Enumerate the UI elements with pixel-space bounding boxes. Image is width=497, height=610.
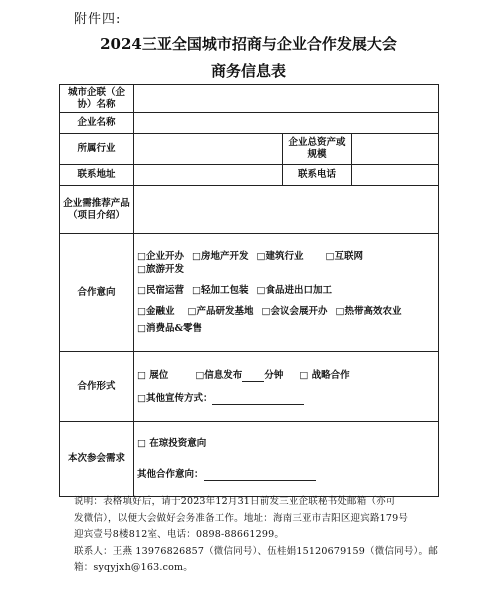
attendance-needs-options (134, 422, 439, 497)
cooperation-form-label: 合作形式 (60, 352, 134, 422)
org-name-label: 城市企联（企协）名称 (60, 85, 134, 113)
minutes-unit: 分钟 (264, 369, 284, 381)
total-assets-field[interactable] (352, 134, 439, 165)
table-row (60, 422, 439, 497)
option-consumer-retail[interactable]: □消费品&零售 (137, 323, 203, 334)
minutes-blank[interactable] (242, 381, 264, 382)
option-booth[interactable]: □ 展位 (137, 369, 169, 381)
cooperation-form-options (134, 352, 439, 422)
option-real-estate[interactable]: □房地产开发 (192, 251, 249, 262)
other-promotion-blank[interactable] (212, 404, 304, 405)
note-line: 箱：syqyjxh@163.com。 (74, 562, 193, 573)
note-line: 说明：表格填好后，请于2023年12月31日前发三亚企联秘书处邮箱（亦可 (74, 496, 396, 507)
table-row (60, 352, 439, 422)
table-row (60, 165, 439, 186)
table-row (60, 234, 439, 352)
table-row (60, 113, 439, 134)
other-intent-blank[interactable] (204, 480, 316, 481)
cooperation-intent-label: 合作意向 (60, 234, 134, 352)
option-company-setup[interactable]: □企业开办 (137, 251, 184, 262)
option-food-import-export[interactable]: □食品进出口加工 (256, 285, 333, 296)
option-rnd-base[interactable]: □产品研发基地 (187, 306, 254, 317)
product-field[interactable] (134, 186, 439, 234)
company-name-label: 企业名称 (60, 113, 134, 134)
option-tourism[interactable]: □旅游开发 (137, 264, 184, 275)
table-row (60, 134, 439, 165)
note-line: 联系人：王燕 13976826857（微信同号）、伍桂娟15120679159（微信同号）。邮 (74, 545, 438, 557)
document-title: 2024三亚全国城市招商与企业合作发展大会 (100, 35, 397, 53)
cooperation-intent-options (134, 234, 439, 352)
industry-label: 所属行业 (60, 134, 134, 165)
option-construction[interactable]: □建筑行业 (256, 251, 304, 262)
option-finance[interactable]: □金融业 (137, 306, 175, 317)
option-homestay[interactable]: □民宿运营 (137, 285, 184, 296)
other-intent-label: 其他合作意向： (137, 469, 204, 480)
address-field[interactable] (134, 165, 283, 186)
business-info-table (59, 84, 439, 497)
option-internet[interactable]: □互联网 (325, 251, 364, 262)
phone-field[interactable] (352, 165, 439, 186)
address-label: 联系地址 (60, 165, 134, 186)
option-hainan-investment[interactable]: □ 在琼投资意向 (137, 438, 207, 449)
note-line: 发微信），以便大会做好会务准备工作。地址：海南三亚市吉阳区迎宾路179号 (74, 512, 409, 524)
attachment-label: 附件四: (74, 12, 122, 27)
notes-section (74, 494, 444, 577)
document-subtitle: 商务信息表 (210, 62, 286, 80)
total-assets-label: 企业总资产或规模 (283, 134, 352, 165)
option-info-release[interactable]: □信息发布 (195, 369, 243, 381)
option-other-promotion[interactable]: □其他宣传方式： (137, 392, 213, 404)
industry-field[interactable] (134, 134, 283, 165)
phone-label: 联系电话 (283, 165, 352, 186)
table-row (60, 186, 439, 234)
product-label: 企业需推荐产品（项目介绍） (60, 186, 134, 234)
option-conference[interactable]: □会议会展开办 (261, 306, 328, 317)
option-strategic-cooperation[interactable]: □ 战略合作 (299, 369, 350, 381)
note-line: 迎宾壹号8楼812室、电话：0898-88661299。 (74, 529, 285, 540)
company-name-field[interactable] (134, 113, 439, 134)
option-tropical-agriculture[interactable]: □热带高效农业 (335, 306, 402, 317)
table-row (60, 85, 439, 113)
attendance-needs-label: 本次参会需求 (60, 422, 134, 497)
org-name-field[interactable] (134, 85, 439, 113)
option-light-processing[interactable]: □轻加工包装 (192, 285, 249, 296)
